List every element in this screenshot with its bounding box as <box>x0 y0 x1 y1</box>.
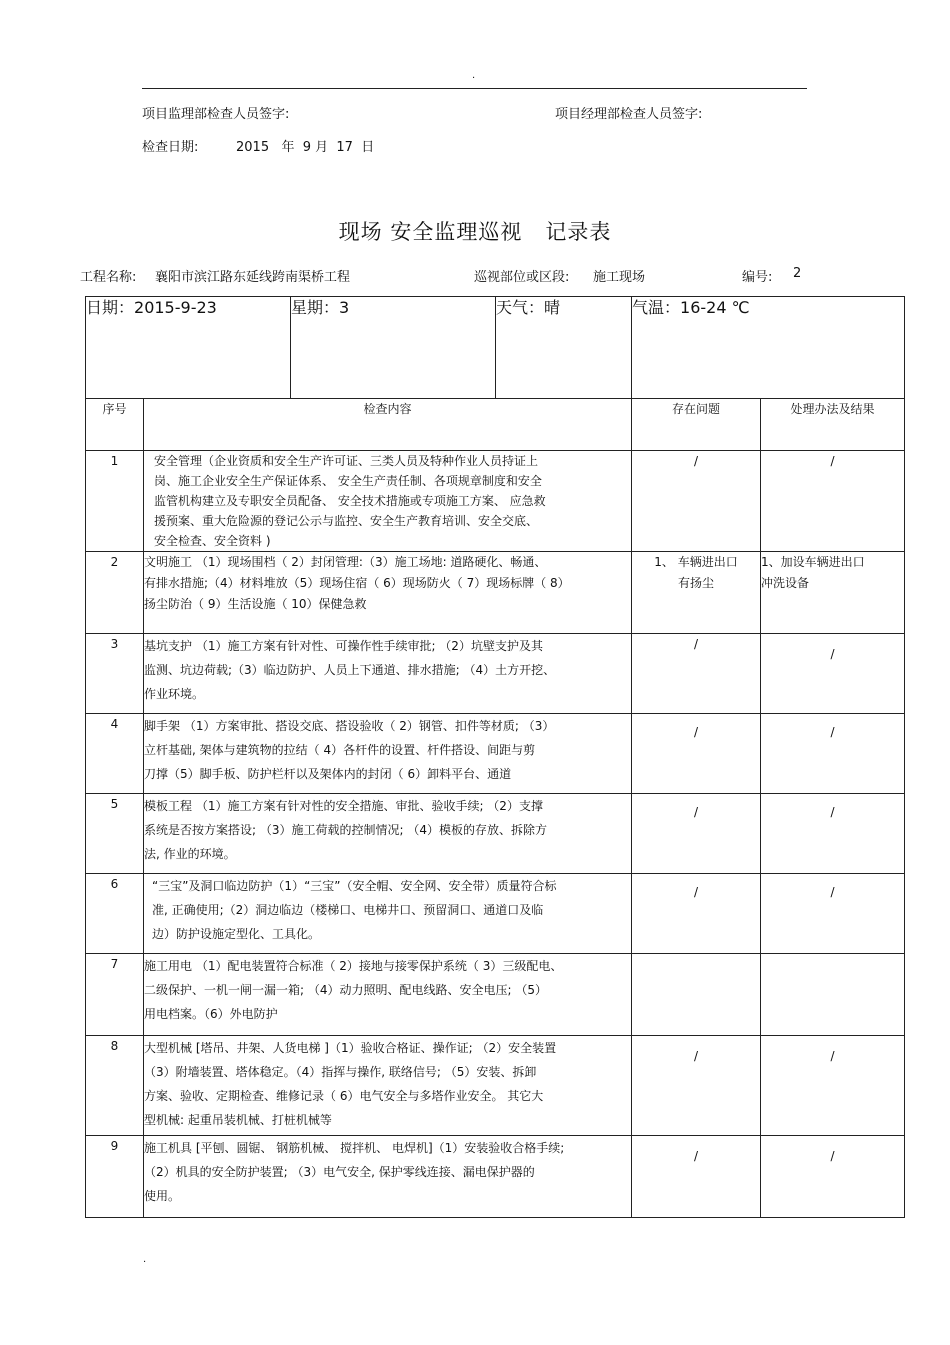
project-name-label: 工程名称: <box>80 270 137 285</box>
col-header-result: 处理办法及结果 <box>761 399 905 451</box>
row-result: / <box>761 714 905 794</box>
weather-label: 天气： <box>496 298 545 317</box>
temperature-label: 气温： <box>632 298 681 317</box>
row-content <box>144 954 632 1036</box>
row-issue: / <box>632 874 761 954</box>
row-result: / <box>761 874 905 954</box>
area-value: 施工现场 <box>593 270 646 285</box>
row-number: 7 <box>86 954 144 1036</box>
header-dot: · <box>472 73 476 84</box>
record-number-label: 编号: <box>742 270 773 285</box>
weekday-value: 3 <box>339 298 350 317</box>
row-result: / <box>761 794 905 874</box>
header-row <box>86 399 905 451</box>
row-issue: / <box>632 714 761 794</box>
table-row <box>86 1036 905 1136</box>
supervision-sign-label: 项目监理部检查人员签字: <box>142 107 290 122</box>
row-result <box>761 954 905 1036</box>
weekday-cell <box>291 297 496 399</box>
row-number: 2 <box>86 552 144 634</box>
weather-cell <box>496 297 632 399</box>
row-issue: / <box>632 451 761 552</box>
row-result: / <box>761 1136 905 1218</box>
row-content-text: 基坑支护 （1）施工方案有针对性、可操作性手续审批; （2）坑壁支护及其 监测、坑边荷载;（3）临边防护、人员上下通道、排水措施; （4）土方开挖、 作业环境。 <box>144 639 556 701</box>
row-content-text: 施工用电 （1）配电装置符合标准（ 2）接地与接零保护系统（ 3）三级配电、 二级保护、一机一闸一漏一箱; （4）动力照明、配电线路、安全电压; （5） 用电档案。（6）外电防护 <box>144 959 563 1021</box>
info-row <box>86 297 905 399</box>
row-content <box>144 634 632 714</box>
row-result <box>761 552 905 634</box>
table-row <box>86 714 905 794</box>
col-header-issues: 存在问题 <box>632 399 761 451</box>
row-content <box>144 451 632 552</box>
row-number: 9 <box>86 1136 144 1218</box>
date-value: 2015-9-23 <box>134 298 217 317</box>
row-number: 3 <box>86 634 144 714</box>
row-issue: / <box>632 1036 761 1136</box>
table-row <box>86 552 905 634</box>
inspection-table <box>85 296 905 1218</box>
temperature-value: 16-24 ℃ <box>680 298 750 317</box>
row-issue: / <box>632 794 761 874</box>
record-number-value: 2 <box>793 266 802 281</box>
row-issue <box>632 552 761 634</box>
row-content <box>144 714 632 794</box>
row-content-text: 文明施工 （1）现场围档（ 2）封闭管理:（3）施工场地: 道路硬化、畅通、 有排水措施;（4）材料堆放（5）现场住宿（ 6）现场防火（ 7）现场标牌（ 8） 扬尘防治（ 9）生活设施（ 10）保健急救 <box>144 555 570 611</box>
footer-dot: · <box>143 1257 147 1268</box>
row-content-text: 模板工程 （1）施工方案有针对性的安全措施、审批、验收手续; （2）支撑 系统是否按方案搭设; （3）施工荷载的控制情况; （4）模板的存放、拆除方 法, 作业的环境。 <box>144 799 547 861</box>
row-content <box>144 874 632 954</box>
temperature-cell <box>632 297 905 399</box>
row-content <box>144 794 632 874</box>
area-label: 巡视部位或区段: <box>474 270 570 285</box>
weather-value: 晴 <box>544 298 561 317</box>
row-number: 8 <box>86 1036 144 1136</box>
row-issue: / <box>632 1136 761 1218</box>
row-number: 4 <box>86 714 144 794</box>
row-content <box>144 1036 632 1136</box>
table-row <box>86 954 905 1036</box>
weekday-label: 星期： <box>291 298 340 317</box>
row-result-text: 1、加设车辆进出口 冲洗设备 <box>761 555 865 590</box>
check-date-value: 2015 年 9 月 17 日 <box>236 140 375 155</box>
page-title: 现场 安全监理巡视 记录表 <box>338 220 612 244</box>
row-content-text: 大型机械 [塔吊、井架、人货电梯 ]（1）验收合格证、操作证; （2）安全装置 （3）附墙装置、塔体稳定。（4）指挥与操作, 联络信号; （5）安装、拆卸 方案、验收、定期检查、维修记录（ 6）电气安全与多塔作业安全。 其它大 型机械: 起重吊装机械、打桩机械等 <box>144 1041 557 1127</box>
table-row <box>86 874 905 954</box>
row-number: 1 <box>86 451 144 552</box>
row-result: / <box>761 1036 905 1136</box>
project-name-value: 襄阳市滨江路东延线跨南渠桥工程 <box>155 270 351 285</box>
row-result: / <box>761 634 905 714</box>
date-cell <box>86 297 291 399</box>
row-content <box>144 552 632 634</box>
row-issue: / <box>632 634 761 714</box>
col-header-content: 检查内容 <box>144 399 632 451</box>
row-content-text: 脚手架 （1）方案审批、搭设交底、搭设验收（ 2）钢管、扣件等材质; （3） 立杆基础, 架体与建筑物的拉结（ 4）各杆件的设置、杆件搭设、间距与剪 刀撑（5）脚手板、防护栏杆以及架体内的封闭（ 6）卸料平台、通道 <box>144 719 555 781</box>
row-number: 5 <box>86 794 144 874</box>
manager-sign-label: 项目经理部检查人员签字: <box>555 107 703 122</box>
row-issue <box>632 954 761 1036</box>
row-number: 6 <box>86 874 144 954</box>
table-row <box>86 634 905 714</box>
row-issue-text: 1、 车辆进出口 有扬尘 <box>654 555 738 590</box>
check-date-label: 检查日期: <box>142 140 199 155</box>
row-content-text: “三宝”及洞口临边防护（1）“三宝”（安全帽、安全网、安全带）质量符合标 准, 正确使用;（2）洞边临边（楼梯口、电梯井口、预留洞口、通道口及临 边）防护设施定型化、工具化。 <box>152 879 557 941</box>
row-result: / <box>761 451 905 552</box>
date-label: 日期： <box>86 298 135 317</box>
row-content <box>144 1136 632 1218</box>
col-header-no: 序号 <box>86 399 144 451</box>
table-row <box>86 451 905 552</box>
table-row <box>86 794 905 874</box>
row-content-text: 安全管理（企业资质和安全生产许可证、三类人员及特种作业人员持证上 岗、施工企业安全生产保证体系、 安全生产责任制、各项规章制度和安全 监管机构建立及专职安全员配备、 安全技术措施或专项施工方案、 应急救 援预案、重大危险源的登记公示与监控、安全生产教育培训、安全交底、 安全检查、安全资料 ) <box>154 454 546 548</box>
header-rule <box>142 88 807 89</box>
row-content-text: 施工机具 [平刨、圆锯、 钢筋机械、 搅拌机、 电焊机]（1）安装验收合格手续; （2）机具的安全防护装置; （3）电气安全, 保护零线连接、漏电保护器的 使用。 <box>144 1141 565 1203</box>
table-row <box>86 1136 905 1218</box>
